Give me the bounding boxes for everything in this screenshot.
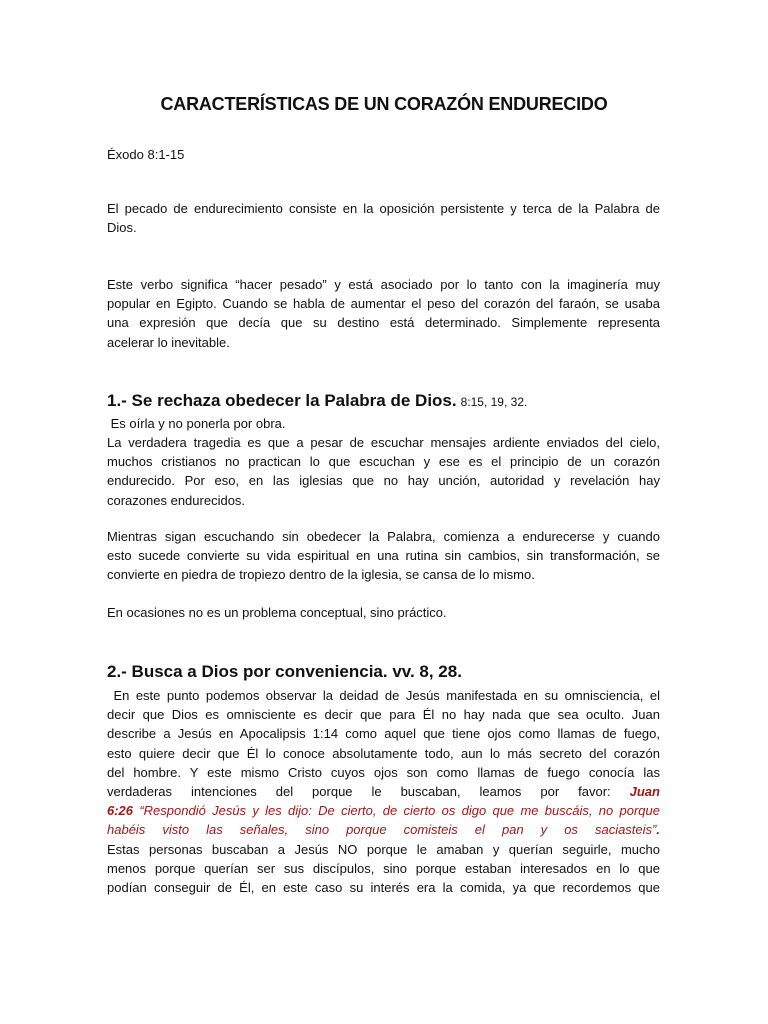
paragraph-line: popular en Egipto. Cuando se habla de aumentar el peso del corazón del faraón, se usaba (107, 296, 660, 312)
section-1-refs: 8:15, 19, 32. (460, 395, 528, 409)
paragraph-line: endurecido. Por eso, en las iglesias que no hay unción, autoridad y revelación hay (107, 473, 660, 489)
paragraph-line: Este verbo significa “hacer pesado” y está asociado por lo tanto con la imaginería muy (107, 277, 660, 292)
paragraph-line: En este punto podemos observar la deidad de Jesús manifestada en su omnisciencia, el (107, 688, 660, 703)
paragraph-line: muchos cristianos no practican lo que escuchan y ese es el principio de un corazón (107, 454, 660, 470)
section-1-heading-text: 1.- Se rechaza obedecer la Palabra de Dios. (107, 391, 457, 410)
scripture-reference: Éxodo 8:1-15 (107, 147, 185, 162)
paragraph-line: La verdadera tragedia es que a pesar de escuchar mensajes ardiente enviados del cielo, (107, 435, 660, 450)
paragraph-line: Mientras sigan escuchando sin obedecer la Palabra, comienza a endurecerse y cuando (107, 529, 660, 544)
section-1-paragraph-1 (107, 433, 660, 510)
paragraph-line: podían conseguir de Él, en este caso su interés era la comida, ya que recordemos que (107, 880, 660, 896)
paragraph-line: del hombre. Y este mismo Cristo cuyos ojos son como llamas de fuego conocía las (107, 764, 660, 780)
line-text: verdaderas intenciones del porque le buscaban, leamos por favor: (107, 784, 611, 800)
paragraph-line: corazones endurecidos. (107, 492, 246, 508)
paragraph-line: esto sucede convierte su vida espiritual en una rutina sin cambios, sin transformación, se (107, 548, 660, 564)
section-1-paragraph-2 (107, 527, 660, 585)
intro-paragraph (107, 199, 660, 237)
bible-quote: habéis visto las señales, sino porque comisteis el pan y os saciasteis” (107, 822, 657, 838)
section-1-paragraph-3: En ocasiones no es un problema conceptual, sino práctico. (107, 605, 447, 620)
paragraph-line: esto quiere decir que Él lo conoce absolutamente todo, aun lo más secreto del corazón (107, 745, 660, 761)
quote-end: . (656, 822, 660, 838)
paragraph-line: convierte en piedra de tropiezo dentro de la iglesia, se cansa de lo mismo. (107, 567, 535, 583)
section-1-subline: Es oírla y no ponerla por obra. (107, 416, 286, 431)
bible-reference-book: Juan (629, 784, 660, 800)
paragraph-line-quote (107, 801, 660, 820)
paragraph-line-with-ref (107, 782, 660, 801)
section-1-heading (107, 391, 660, 411)
paragraph-line: decir que Dios es omnisciente es decir que para Él no hay nada que sea oculto. Juan (107, 707, 660, 723)
section-2-heading: 2.- Busca a Dios por conveniencia. vv. 8, 28. (107, 662, 462, 681)
paragraph-line-quote (107, 820, 660, 839)
intro-line: Dios. (107, 220, 137, 236)
intro-line: El pecado de endurecimiento consiste en la oposición persistente y terca de la Palabra de (107, 201, 660, 216)
section-2-paragraph (107, 686, 660, 897)
paragraph-line: describe a Jesús en Apocalipsis 1:14 como aquel que tiene ojos como llamas de fuego, (107, 726, 660, 742)
verb-paragraph (107, 275, 660, 352)
bible-quote: “Respondió Jesús y les dijo: De cierto, de cierto os digo que me buscáis, no porque (139, 803, 660, 819)
document-title: CARACTERÍSTICAS DE UN CORAZÓN ENDURECIDO (160, 94, 608, 114)
paragraph-line: acelerar lo inevitable. (107, 334, 230, 350)
paragraph-line: menos porque querían ser sus discípulos, sino porque estaban interesados en lo que (107, 860, 660, 876)
paragraph-line: Estas personas buscaban a Jesús NO porque le amaban y querían seguirle, mucho (107, 841, 660, 857)
paragraph-line: una expresión que decía que su destino está determinado. Simplemente representa (107, 315, 660, 331)
bible-reference-verse: 6:26 (107, 803, 134, 819)
